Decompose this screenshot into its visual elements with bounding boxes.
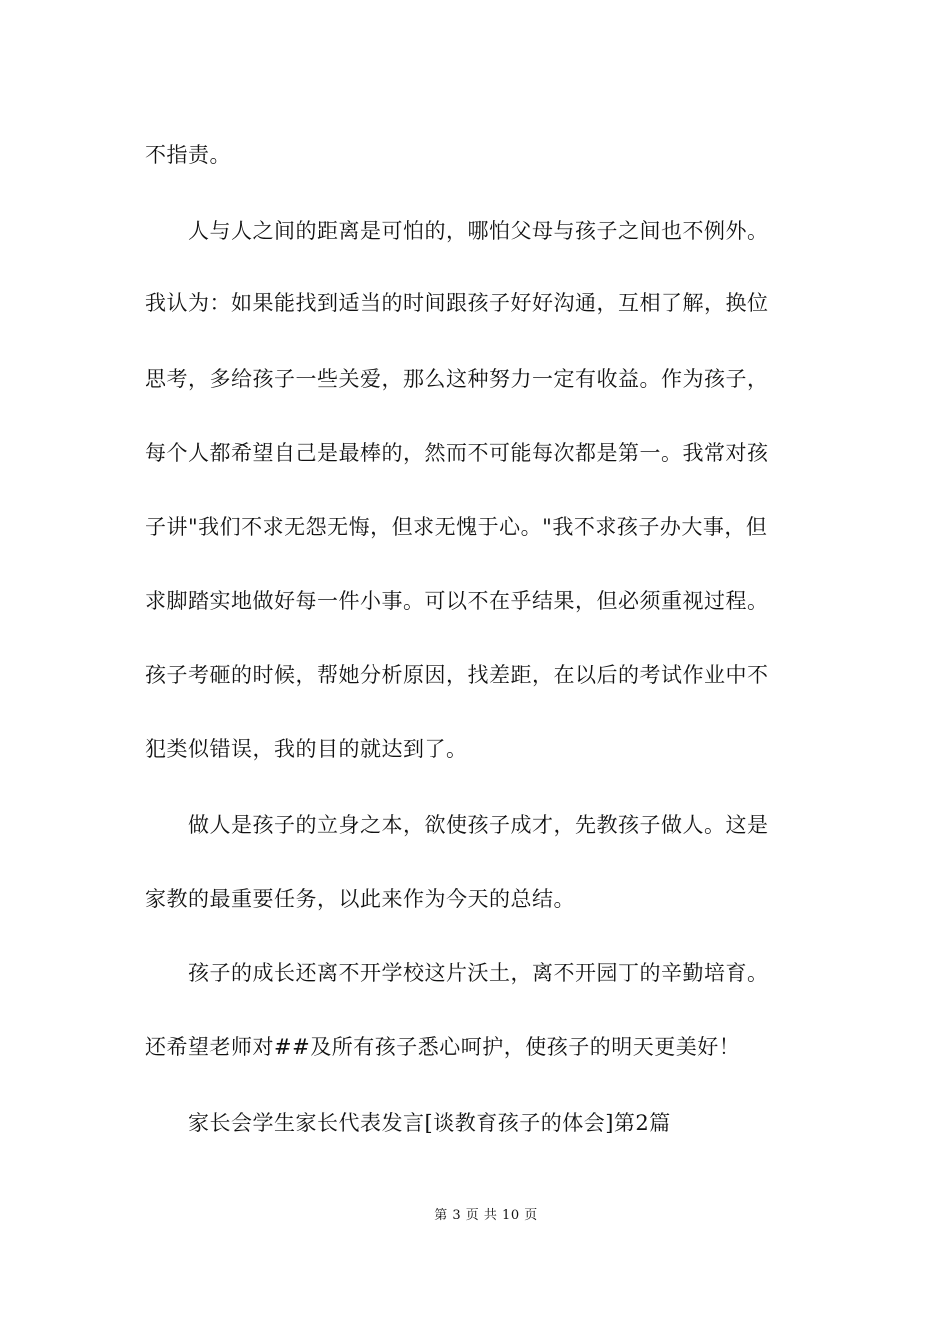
paragraph-line-13: 还希望老师对##及所有孩子悉心呵护，使孩子的明天更美好！ [145, 1035, 741, 1059]
page-number-footer: 第 3 页 共 10 页 [434, 1208, 538, 1223]
paragraph-line-3: 我认为：如果能找到适当的时间跟孩子好好沟通，互相了解，换位 [145, 291, 769, 315]
paragraph-line-2: 人与人之间的距离是可怕的，哪怕父母与孩子之间也不例外。 [188, 219, 769, 243]
paragraph-line-7: 求脚踏实地做好每一件小事。可以不在乎结果，但必须重视过程。 [145, 589, 769, 613]
paragraph-line-6: 子讲"我们不求无怨无悔，但求无愧于心。"我不求孩子办大事，但 [145, 515, 768, 539]
paragraph-line-5: 每个人都希望自己是最棒的，然而不可能每次都是第一。我常对孩 [145, 441, 769, 465]
paragraph-line-12: 孩子的成长还离不开学校这片沃土，离不开园丁的辛勤培育。 [188, 961, 769, 985]
paragraph-line-4: 思考，多给孩子一些关爱，那么这种努力一定有收益。作为孩子， [145, 367, 769, 391]
section-heading: 家长会学生家长代表发言[谈教育孩子的体会]第2篇 [188, 1111, 671, 1135]
paragraph-line-11: 家教的最重要任务，以此来作为今天的总结。 [145, 887, 575, 911]
paragraph-line-9: 犯类似错误，我的目的就达到了。 [145, 737, 468, 761]
paragraph-line-10: 做人是孩子的立身之本，欲使孩子成才，先教孩子做人。这是 [188, 813, 769, 837]
paragraph-line-8: 孩子考砸的时候，帮她分析原因，找差距，在以后的考试作业中不 [145, 663, 769, 687]
paragraph-line-1: 不指责。 [145, 143, 231, 167]
